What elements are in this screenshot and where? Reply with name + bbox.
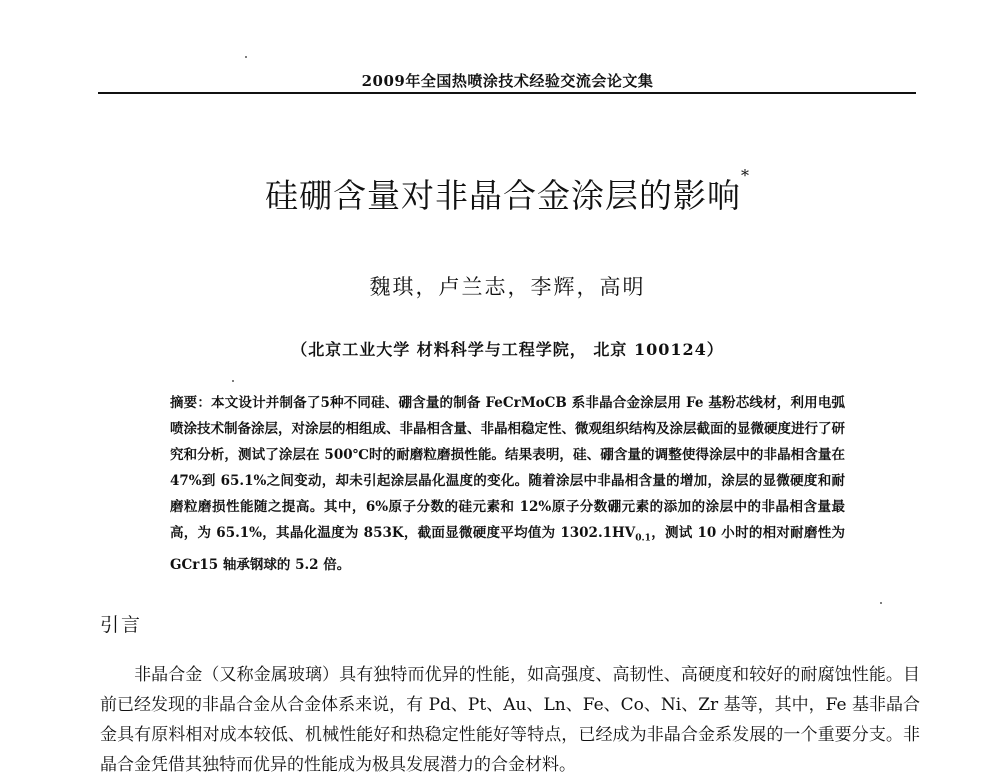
body-paragraph-text: 非晶合金（又称金属玻璃）具有独特而优异的性能，如高强度、高韧性、高硬度和较好的耐腐蚀性能。目前已经发现的非晶合金从合金体系来说，有 Pd、Pt、Au、Ln、Fe、Co、Ni、Zr 基等，其中，Fe 基非晶合金具有原料相对成本较低、机械性能好和热稳定性能好等特点，已经成为非晶合金系发展的一个重要分支。非晶合金凭借其独特而优异的性能成为极具发展潜力的合金材料。 bbox=[100, 665, 920, 775]
scan-speck bbox=[880, 602, 882, 604]
running-header: 2009年全国热喷涂技术经验交流会论文集 bbox=[361, 72, 654, 90]
section-heading: 引言 bbox=[100, 614, 143, 636]
title-footnote-mark: * bbox=[741, 166, 750, 185]
abstract-label: 摘要： bbox=[170, 395, 212, 411]
scan-speck bbox=[232, 380, 234, 382]
affiliation: （北京工业大学 材料科学与工程学院， 北京 100124） bbox=[291, 340, 724, 359]
author-list: 魏琪，卢兰志，李辉，高明 bbox=[369, 275, 646, 299]
abstract-text-end: ，测试 10 小时的相对耐磨性为 GCr15 轴承钢球的 5.2 倍。 bbox=[170, 525, 845, 573]
abstract-text: 本文设计并制备了5种不同硅、硼含量的制备 FeCrMoCB 系非晶合金涂层用 Fe 基粉芯线材，利用电弧喷涂技术制备涂层，对涂层的相组成、非晶相含量、非晶相稳定性、微观组织结构及涂层截面的显微硬度进行了研究和分析，测试了涂层在 500℃时的耐磨粒磨损性能。结果表明，硅、硼含量的调整使得涂层中的非晶相含量在 47%到 65.1%之间变动，却未引起涂层晶化温度的变化。随着涂层中非晶相含量的增加，涂层的显微硬度和耐磨粒磨损性能随之提高。其中，6%原子分数的硅元素和 12%原子分数硼元素的添加的涂层中的非晶相含量最高，为 65.1%，其晶化温度为 853K，截面显微硬度平均值为 1302.1HV bbox=[170, 395, 845, 541]
header-rule bbox=[98, 92, 916, 94]
body-paragraph bbox=[100, 660, 920, 780]
paper-title bbox=[100, 166, 915, 217]
hardness-subscript: 0.1 bbox=[635, 533, 651, 544]
abstract bbox=[170, 390, 845, 578]
paper-title-text: 硅硼含量对非晶合金涂层的影响 bbox=[265, 176, 741, 215]
scan-speck bbox=[245, 56, 247, 58]
